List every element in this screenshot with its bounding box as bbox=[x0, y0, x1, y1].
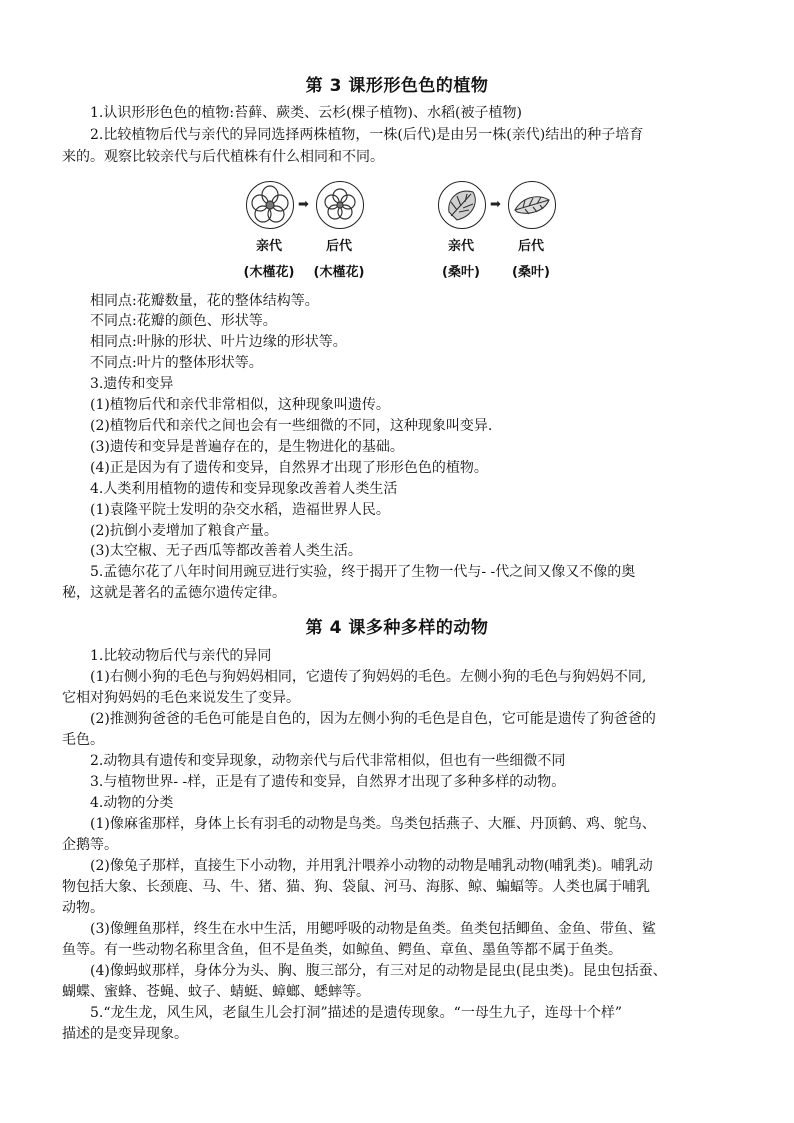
text-line: 3.与植物世界- -样，正是有了遗传和变异，自然界才出现了多种多样的动物。 bbox=[90, 774, 566, 790]
text-line: 描述的是变异现象。 bbox=[62, 1026, 188, 1042]
text-line: 它相对狗妈妈的毛色来说发生了变异。 bbox=[62, 690, 300, 706]
text-line: 1.比较动物后代与亲代的异同 bbox=[90, 648, 272, 664]
text-line: 秘，这就是著名的孟德尔遗传定律。 bbox=[62, 585, 286, 601]
text-line: 相同点:叶脉的形状、叶片边缘的形状等。 bbox=[90, 334, 347, 350]
text-line: 2.动物具有遗传和变异现象，动物亲代与后代非常相似，但也有一些细微不同 bbox=[90, 753, 566, 769]
text-line: (2)推测狗爸爸的毛色可能是自色的，因为左侧小狗的毛色是自色，它可能是遗传了狗爸爸的 bbox=[90, 711, 656, 727]
text-line: 来的。观察比较亲代与后代植株有什么相同和不同。 bbox=[62, 149, 384, 165]
text-line: (1)植物后代和亲代非常相似，这种现象叫遗传。 bbox=[90, 397, 390, 413]
hibiscus-parent-image bbox=[246, 181, 294, 229]
text-line: 动物。 bbox=[62, 900, 104, 916]
arrow-right-icon: ➡ bbox=[490, 197, 501, 212]
text-line: (1)右侧小狗的毛色与狗妈妈相同，它遗传了狗妈妈的毛色。左侧小狗的毛色与狗妈妈不同, bbox=[90, 669, 647, 685]
text-line: 不同点:叶片的整体形状等。 bbox=[90, 355, 263, 371]
text-line: 鱼等。有一些动物名称里含鱼，但不是鱼类，如鲸鱼、鳄鱼、章鱼、墨鱼等都不属于鱼类。 bbox=[62, 942, 622, 958]
caption-offspring: 后代 bbox=[325, 239, 352, 254]
section-4-title: 第 4 课多种多样的动物 bbox=[305, 618, 489, 638]
text-line: 3.遗传和变异 bbox=[90, 376, 174, 392]
mulberry-leaf-offspring-image bbox=[508, 181, 556, 229]
parent-offspring-figure bbox=[234, 173, 578, 283]
subcaption-hibiscus: (木槿花) bbox=[313, 265, 365, 280]
caption-offspring: 后代 bbox=[517, 239, 544, 254]
text-line: 1.认识形形色色的植物:苔藓、蕨类、云杉(棵子植物)、水稻(被子植物) bbox=[90, 105, 522, 121]
arrow-right-icon: ➡ bbox=[298, 197, 309, 212]
text-line: (4)正是因为有了遗传和变异，自然界才出现了形形色色的植物。 bbox=[90, 460, 488, 476]
text-line: 蝴蝶、蜜蜂、苍蝇、蚊子、蜻蜓、蟑螂、蟋蟀等。 bbox=[62, 984, 370, 1000]
hibiscus-offspring-image bbox=[316, 181, 364, 229]
text-line: 4.人类利用植物的遗传和变异现象改善着人类生活 bbox=[90, 481, 398, 497]
caption-parent: 亲代 bbox=[447, 239, 474, 254]
text-line: (1)袁隆平院士发明的杂交水稻，造福世界人民。 bbox=[90, 502, 390, 518]
caption-parent: 亲代 bbox=[255, 239, 282, 254]
text-line: 4.动物的分类 bbox=[90, 795, 174, 811]
text-line: (4)像蚂蚁那样，身体分为头、胸、腹三部分，有三对足的动物是昆虫(昆虫类)。昆虫包括蚕、 bbox=[90, 963, 667, 979]
text-line: 毛色。 bbox=[62, 732, 104, 748]
text-line: (2)抗倒小麦增加了粮食产量。 bbox=[90, 523, 278, 539]
text-line: 不同点:花瓣的颜色、形状等。 bbox=[90, 313, 277, 329]
text-line: 企鹅等。 bbox=[62, 837, 118, 853]
text-line: (2)植物后代和亲代之间也会有一些细微的不同，这种现象叫变异. bbox=[90, 418, 493, 434]
text-line: 5.孟德尔花了八年时间用豌豆进行实验，终于揭开了生物一代与- -代之间又像又不像的奥 bbox=[90, 564, 636, 580]
text-line: 5.“龙生龙，风生风，老鼠生儿会打洞”描述的是遗传现象。“一母生九子，连母十个样” bbox=[90, 1005, 622, 1021]
text-line: (3)像鲤鱼那样，终生在水中生活，用鳃呼吸的动物是鱼类。鱼类包括鲫鱼、金鱼、带鱼、鲨 bbox=[90, 921, 656, 937]
text-line: (2)像兔子那样，直接生下小动物，并用乳汁喂养小动物的动物是哺乳动物(哺乳类)。哺乳动 bbox=[90, 858, 653, 874]
text-line: 相同点:花瓣数量，花的整体结构等。 bbox=[90, 293, 319, 309]
section-3-title: 第 3 课形形色色的植物 bbox=[305, 76, 489, 96]
text-line: 物包括大象、长颈鹿、马、牛、猪、猫、狗、袋鼠、河马、海豚、鲸、蝙蝠等。人类也属于哺乳 bbox=[62, 879, 650, 895]
subcaption-mulberry: (桑叶) bbox=[442, 265, 480, 280]
text-line: (3)遗传和变异是普遍存在的，是生物进化的基础。 bbox=[90, 439, 404, 455]
mulberry-leaf-parent-image bbox=[438, 181, 486, 229]
text-line: (1)像麻雀那样，身体上长有羽毛的动物是鸟类。鸟类包括燕子、大雁、丹顶鹤、鸡、鸵鸟、 bbox=[90, 816, 656, 832]
subcaption-hibiscus: (木槿花) bbox=[243, 265, 295, 280]
text-line: 2.比较植物后代与亲代的异同选择两株植物，一株(后代)是由另一株(亲代)结出的种子培育 bbox=[90, 127, 644, 143]
subcaption-mulberry: (桑叶) bbox=[512, 265, 550, 280]
text-line: (3)太空椒、无子西瓜等都改善着人类生活。 bbox=[90, 543, 362, 559]
